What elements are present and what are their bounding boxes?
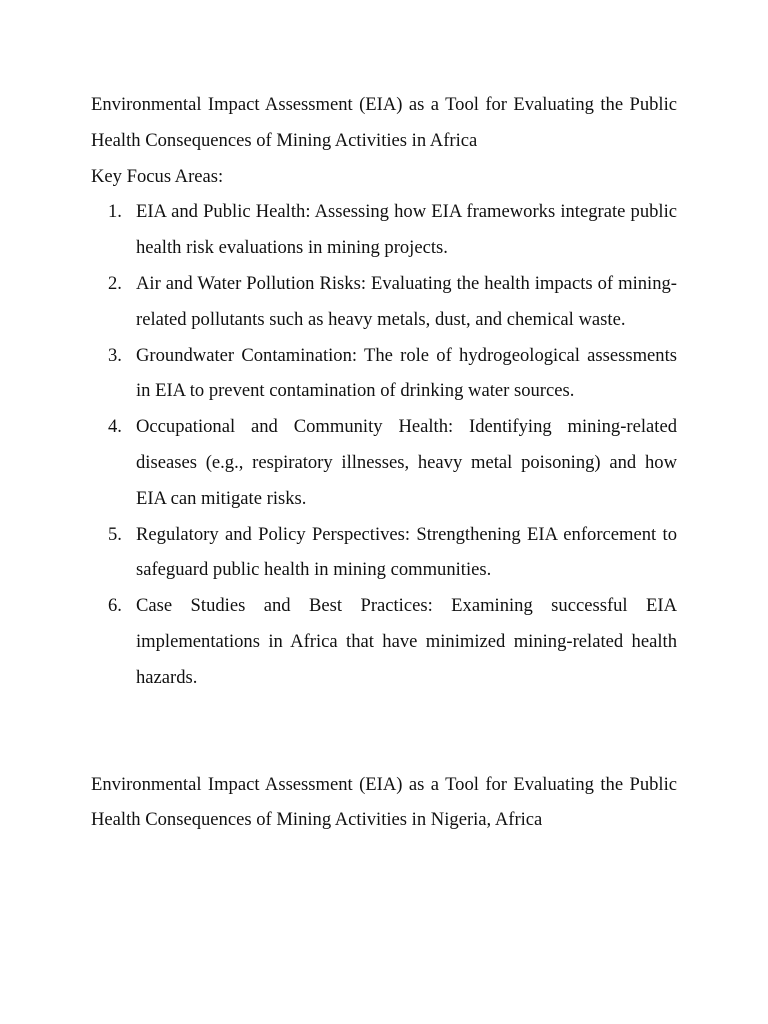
list-number: 4.: [108, 416, 122, 438]
document-title: Environmental Impact Assessment (EIA) as a Tool for Evaluating the Public Health Consequences of Mining Activities in Africa: [91, 94, 677, 151]
document-title-nigeria: Environmental Impact Assessment (EIA) as a Tool for Evaluating the Public Health Consequences of Mining Activities in Nigeria, Africa: [91, 773, 677, 831]
list-item-text: Occupational and Community Health: Identifying mining-related diseases (e.g., respiratory illnesses, heavy metal poisoning) and how EIA can mitigate risks.: [136, 416, 677, 509]
list-item: [108, 194, 677, 266]
list-item: [108, 266, 677, 338]
list-item-text: Regulatory and Policy Perspectives: Strengthening EIA enforcement to safeguard public health in mining communities.: [136, 523, 677, 581]
list-number: 5.: [108, 523, 122, 545]
list-number: 6.: [108, 595, 122, 617]
list-item: [108, 338, 677, 410]
list-item-text: EIA and Public Health: Assessing how EIA frameworks integrate public health risk evaluations in mining projects.: [136, 201, 677, 259]
list-item: [108, 517, 677, 589]
list-number: 2.: [108, 272, 122, 294]
list-number: 1.: [108, 201, 122, 223]
focus-areas-list: [91, 194, 677, 695]
list-item-text: Air and Water Pollution Risks: Evaluating the health impacts of mining-related pollutants such as heavy metals, dust, and chemical waste.: [136, 272, 677, 330]
list-item-text: Case Studies and Best Practices: Examining successful EIA implementations in Africa that have minimized mining-related health hazards.: [136, 595, 677, 688]
list-number: 3.: [108, 344, 122, 366]
list-item-text: Groundwater Contamination: The role of hydrogeological assessments in EIA to prevent contamination of drinking water sources.: [136, 344, 677, 402]
list-item: [108, 409, 677, 516]
document-page: [91, 87, 677, 838]
section-spacer: [91, 696, 677, 767]
key-focus-label: Key Focus Areas:: [91, 165, 224, 187]
list-item: [108, 588, 677, 695]
